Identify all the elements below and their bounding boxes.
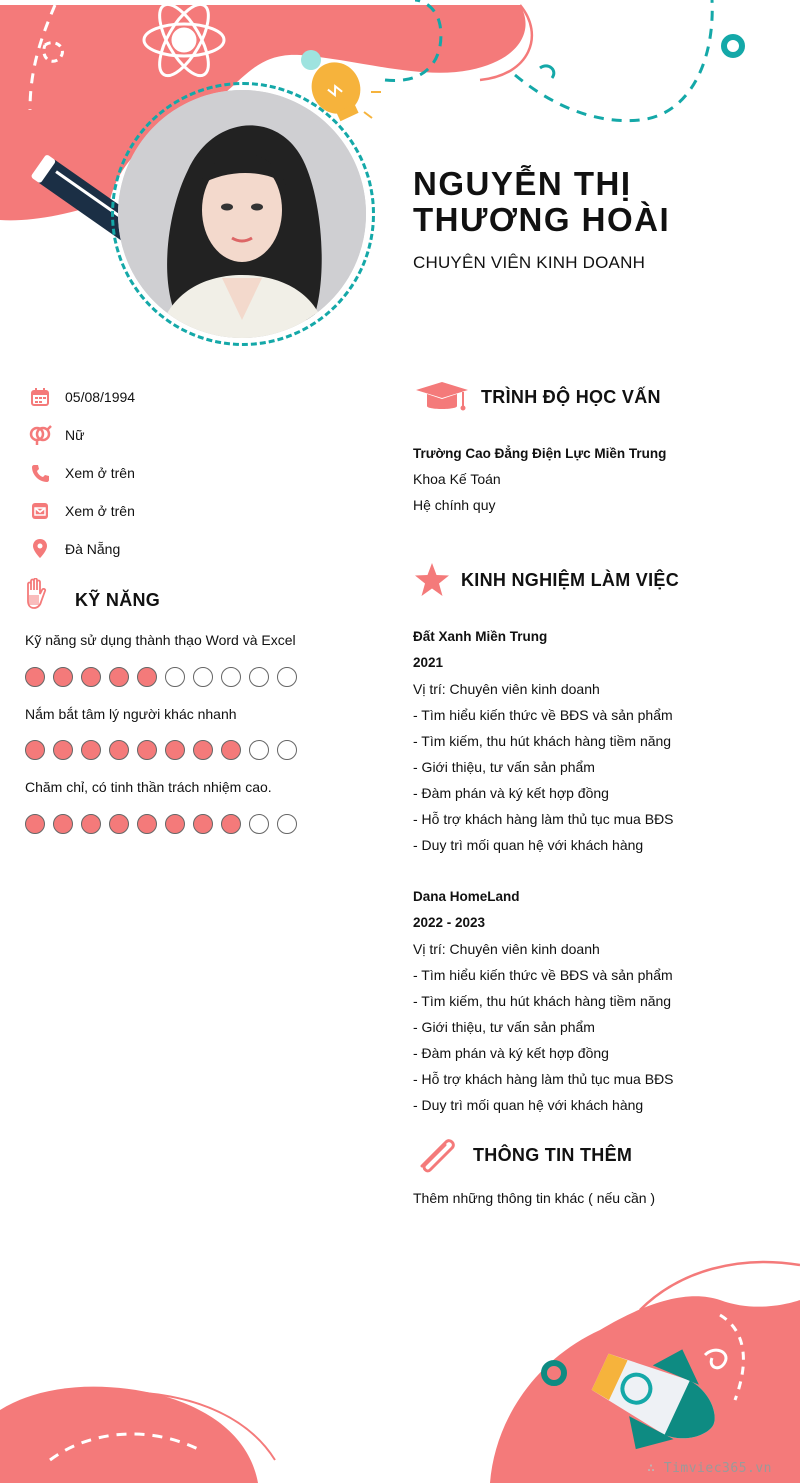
- info-email: [28, 496, 135, 526]
- rating-dot-empty: [277, 740, 297, 760]
- job-detail: - Duy trì mối quan hệ với khách hàng: [413, 837, 644, 853]
- rating-dot-filled: [25, 667, 45, 687]
- watermark-text: Timviec365.vn: [663, 1461, 772, 1476]
- candidate-name: NGUYỄN THỊ THƯƠNG HOÀI: [413, 165, 671, 238]
- rating-dot-filled: [193, 814, 213, 834]
- rating-dot-filled: [221, 814, 241, 834]
- rating-dot-filled: [221, 740, 241, 760]
- birthdate-value: 05/08/1994: [65, 389, 136, 405]
- phone-icon: [28, 461, 52, 485]
- rating-dot-filled: [137, 740, 157, 760]
- rating-dot-empty: [165, 667, 185, 687]
- skills-title: KỸ NĂNG: [75, 590, 161, 610]
- rating-dot-empty: [193, 667, 213, 687]
- job-detail: Vị trí: Chuyên viên kinh doanh: [413, 941, 600, 957]
- job-period: 2021: [413, 655, 444, 670]
- job-detail: - Giới thiệu, tư vấn sản phẩm: [413, 1019, 595, 1035]
- profile-photo: [118, 90, 366, 338]
- skill-label: Kỹ năng sử dụng thành thạo Word và Excel: [25, 632, 296, 648]
- rating-dot-filled: [137, 667, 157, 687]
- rating-dot-filled: [109, 740, 129, 760]
- company-name: Dana HomeLand: [413, 889, 520, 904]
- job-detail: - Đàm phán và ký kết hợp đồng: [413, 1045, 609, 1061]
- additional-text: Thêm những thông tin khác ( nếu cần ): [413, 1190, 656, 1206]
- rating-dot-filled: [81, 740, 101, 760]
- rating-dot-filled: [137, 814, 157, 834]
- star-icon: [414, 563, 450, 602]
- job-detail: - Tìm hiểu kiến thức về BĐS và sản phẩm: [413, 707, 673, 723]
- rating-dot-empty: [277, 814, 297, 834]
- rating-dot-empty: [249, 740, 269, 760]
- rating-dot-filled: [109, 667, 129, 687]
- faculty: Khoa Kế Toán: [413, 471, 501, 487]
- job-detail: - Hỗ trợ khách hàng làm thủ tục mua BĐS: [413, 1071, 674, 1087]
- paperclip-icon: [416, 1136, 458, 1179]
- skill-rating: [25, 814, 297, 834]
- rating-dot-filled: [25, 814, 45, 834]
- job-entry: [413, 624, 793, 858]
- education-title: TRÌNH ĐỘ HỌC VẤN: [481, 387, 661, 407]
- job-period: 2022 - 2023: [413, 915, 486, 930]
- experience-title: KINH NGHIỆM LÀM VIỆC: [461, 570, 680, 590]
- hand-icon: [24, 578, 48, 615]
- job-detail: - Duy trì mối quan hệ với khách hàng: [413, 1097, 644, 1113]
- rating-dot-filled: [53, 740, 73, 760]
- rating-dot-filled: [165, 740, 185, 760]
- gender-value: Nữ: [65, 427, 85, 443]
- company-name: Đất Xanh Miền Trung: [413, 629, 548, 644]
- gender-icon: [28, 423, 52, 447]
- rating-dot-empty: [249, 814, 269, 834]
- skill-label: Chăm chỉ, có tinh thần trách nhiệm cao.: [25, 779, 272, 795]
- skill-label: Nắm bắt tâm lý người khác nhanh: [25, 706, 237, 722]
- calendar-icon: [28, 385, 52, 409]
- rating-dot-filled: [53, 814, 73, 834]
- rating-dot-empty: [277, 667, 297, 687]
- additional-title: THÔNG TIN THÊM: [473, 1145, 633, 1165]
- watermark: ∴ Timviec365.vn: [647, 1461, 772, 1476]
- graduation-cap-icon: [414, 380, 470, 419]
- job-detail: - Tìm hiểu kiến thức về BĐS và sản phẩm: [413, 967, 673, 983]
- job-detail: - Tìm kiếm, thu hút khách hàng tiềm năng: [413, 733, 672, 749]
- info-gender: [28, 420, 84, 450]
- info-birthdate: [28, 382, 135, 412]
- job-detail: - Tìm kiếm, thu hút khách hàng tiềm năng: [413, 993, 672, 1009]
- email-value: Xem ở trên: [65, 503, 135, 519]
- info-location: [28, 534, 120, 564]
- skill-rating: [25, 740, 297, 760]
- location-pin-icon: [28, 537, 52, 561]
- rating-dot-empty: [249, 667, 269, 687]
- job-detail: - Đàm phán và ký kết hợp đồng: [413, 785, 609, 801]
- school-name: Trường Cao Đẳng Điện Lực Miền Trung: [413, 446, 667, 461]
- email-icon: [28, 499, 52, 523]
- rating-dot-filled: [109, 814, 129, 834]
- rating-dot-empty: [221, 667, 241, 687]
- rating-dot-filled: [165, 814, 185, 834]
- study-type: Hệ chính quy: [413, 497, 496, 513]
- rating-dot-filled: [25, 740, 45, 760]
- rating-dot-filled: [81, 667, 101, 687]
- job-entry: [413, 884, 793, 1118]
- job-title: CHUYÊN VIÊN KINH DOANH: [413, 253, 646, 272]
- rating-dot-filled: [193, 740, 213, 760]
- location-value: Đà Nẵng: [65, 541, 121, 557]
- avatar: [118, 90, 366, 338]
- skill-rating: [25, 667, 297, 687]
- rating-dot-filled: [53, 667, 73, 687]
- rating-dot-filled: [81, 814, 101, 834]
- phone-value: Xem ở trên: [65, 465, 135, 481]
- job-detail: - Hỗ trợ khách hàng làm thủ tục mua BĐS: [413, 811, 674, 827]
- job-detail: - Giới thiệu, tư vấn sản phẩm: [413, 759, 595, 775]
- job-detail: Vị trí: Chuyên viên kinh doanh: [413, 681, 600, 697]
- info-phone: [28, 458, 135, 488]
